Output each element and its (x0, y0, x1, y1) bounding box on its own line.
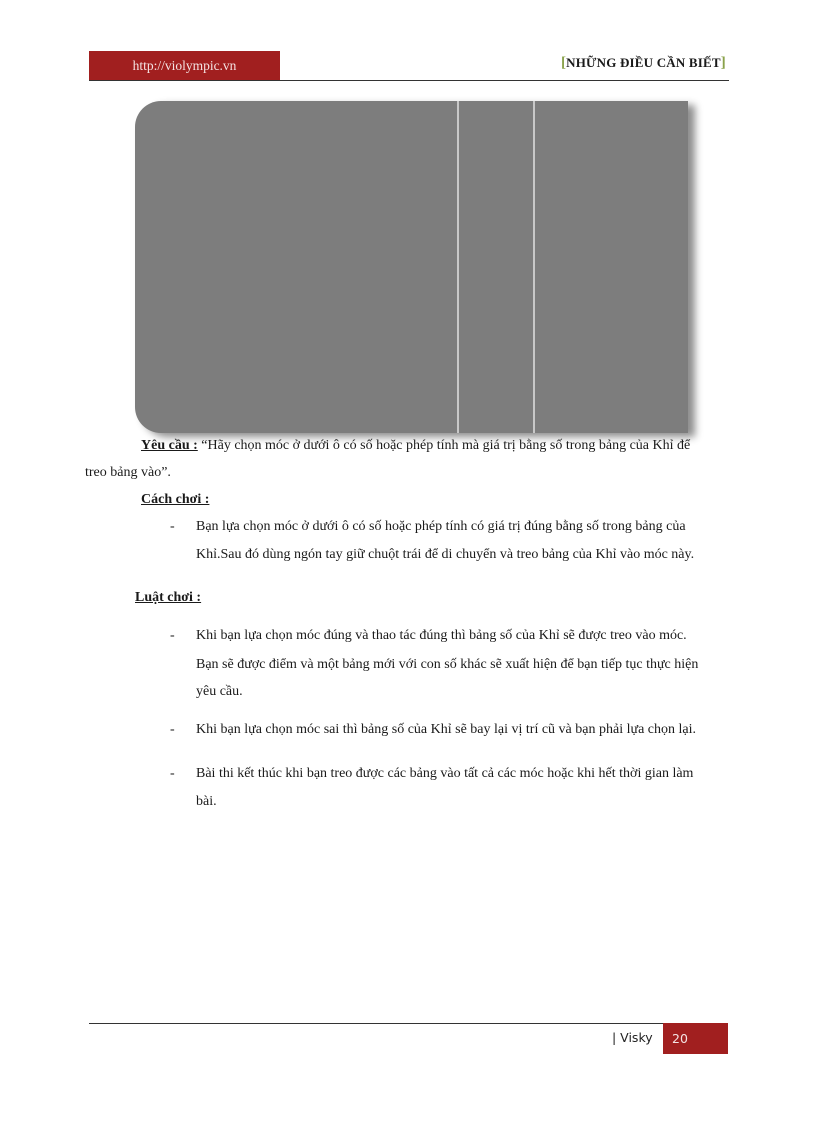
rules-bullet: - (170, 628, 175, 643)
header-bracket-close: ] (720, 55, 726, 71)
footer-brand: | Visky (612, 1030, 653, 1045)
header-bracket-open: [ (560, 55, 567, 71)
rules-line: Bạn sẽ được điểm và một bảng mới với con số khác sẽ xuất hiện để bạn tiếp tục thực hiện (196, 657, 699, 672)
page-number: 20 (663, 1023, 728, 1054)
how-to-play-line: Khỉ.Sau đó dùng ngón tay giữ chuột trái để di chuyển và treo bảng của Khỉ vào móc này. (196, 547, 695, 562)
how-to-play-bullet: - (170, 519, 175, 534)
rules-heading: Luật chơi : (135, 590, 202, 605)
rules-line: Khi bạn lựa chọn móc đúng và thao tác đúng thì bảng số của Khỉ sẽ được treo vào móc. (196, 628, 687, 643)
header-title-text: NHỮNG ĐIỀU CẦN BIẾT (566, 55, 721, 70)
rules-line: bài. (196, 794, 217, 809)
how-to-play-line: Bạn lựa chọn móc ở dưới ô có số hoặc phép tính có giá trị đúng bằng số trong bảng của (196, 519, 686, 534)
footer-divider (89, 1023, 728, 1024)
rules-bullet: - (170, 766, 175, 781)
rules-bullet: - (170, 722, 175, 737)
header-divider (89, 80, 729, 81)
requirement-line2: treo bảng vào”. (85, 465, 171, 480)
header-url[interactable]: http://violympic.vn (89, 51, 280, 80)
header-title (561, 55, 726, 72)
how-to-play-heading: Cách chơi : (141, 492, 210, 507)
game-screenshot-image (135, 101, 688, 433)
requirement-line1 (141, 431, 731, 461)
image-divider-line (533, 101, 535, 433)
requirement-text: “Hãy chọn móc ở dưới ô có số hoặc phép tính mà giá trị bằng số trong bảng của Khỉ để (201, 438, 691, 453)
rules-line: yêu cầu. (196, 684, 243, 699)
rules-line: Khi bạn lựa chọn móc sai thì bảng số của Khỉ sẽ bay lại vị trí cũ và bạn phải lựa chọn lại. (196, 722, 696, 737)
image-divider-line (457, 101, 459, 433)
rules-line: Bài thi kết thúc khi bạn treo được các bảng vào tất cả các móc hoặc khi hết thời gian làm (196, 766, 694, 781)
requirement-label: Yêu cầu : (141, 438, 198, 453)
